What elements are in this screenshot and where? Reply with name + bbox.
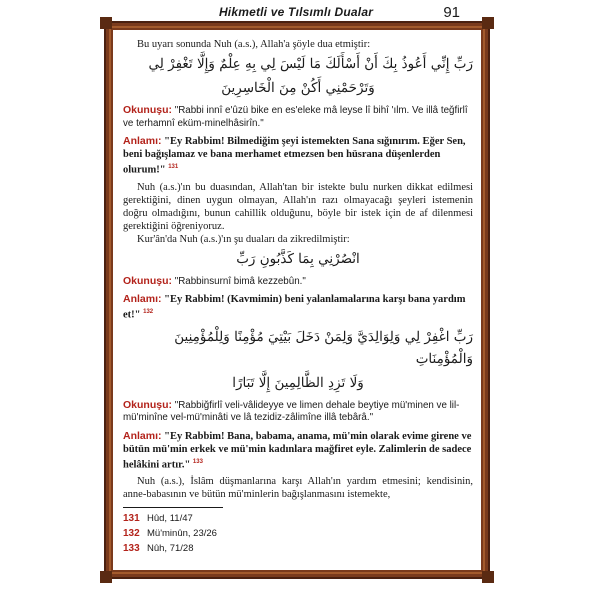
- anlami-label: Anlamı:: [123, 429, 162, 442]
- footnote-133: [123, 542, 473, 555]
- frame-corner: [100, 17, 112, 29]
- footnote-divider: [123, 507, 223, 508]
- running-header-title: Hikmetli ve Tılsımlı Dualar: [218, 5, 374, 19]
- okunusu-label: Okunuşu:: [123, 398, 172, 411]
- okunusu-label: Okunuşu:: [123, 274, 172, 287]
- arabic-prayer-1-line-1: رَبِّ إِنِّي أَعُوذُ بِكَ أَنْ أَسْأَلَكَ مَا لَيْسَ لِي بِهِ عِلْمٌ وَإِلَّا تَغْفِرْ لِي: [148, 56, 473, 72]
- meaning-2-text: "Ey Rabbim! (Kavmimin) beni yalanlamalarına karşı bana yardım et!": [123, 294, 466, 321]
- footnote-132: [123, 527, 473, 540]
- frame-corner: [100, 571, 112, 583]
- footnote-number: 133: [123, 543, 140, 554]
- paragraph-3: Nuh (a.s.), İslâm düşmanlarına karşı Allah'ın yardım etmesini; kendisinin, anne-babasının ve bütün mü'minlerin bağışlanmasını istemekte,: [123, 476, 473, 500]
- footnote-number: 132: [123, 528, 140, 539]
- page-number: 91: [443, 4, 460, 21]
- footnote-ref-131: 131: [168, 164, 179, 170]
- footnote-ref-133: 133: [192, 458, 203, 465]
- footnote-number: 131: [123, 513, 140, 524]
- footnote-text: Nûh, 71/28: [147, 543, 194, 554]
- anlami-label: Anlamı:: [123, 135, 162, 147]
- footnote-text: Mü'minûn, 23/26: [147, 528, 217, 539]
- frame-corner: [482, 17, 494, 29]
- arabic-prayer-2: انْصُرْنِي بِمَا كَذَّبُونِ رَبِّ: [236, 250, 360, 267]
- transliteration-1: [123, 104, 473, 130]
- footnote-text: Hûd, 11/47: [147, 513, 193, 524]
- meaning-3: [123, 430, 473, 472]
- page-body: [113, 30, 481, 570]
- paragraph-1: Nuh (a.s.)'ın bu duasından, Allah'tan bir istekte bulu nurken dikkat edilmesi gerektiğini, dinen uygun olmayan, Allah'ın razı olmayacağı şeyleri istemenin doğru olmadığını, bunun cahillik olduğunu, böyle bir istek için de af dilenmesi gerektiğini öğreniyoruz.: [123, 181, 473, 232]
- arabic-prayer-3-line-1: رَبِّ اغْفِرْ لِي وَلِوَالِدَيَّ وَلِمَنْ دَخَلَ بَيْتِيَ مُؤْمِنًا وَلِلْمُؤْمِنِينَ وَالْمُؤْمِنَاتِ: [174, 328, 473, 367]
- transliteration-3: [123, 399, 473, 425]
- meaning-3-text: "Ey Rabbim! Bana, babama, anama, mü'min olarak evime girene ve bütün mü'min erkek ve mü'min kadınlara mağfiret eyle. Zalimlerin de sadece helâkini artır.": [123, 430, 472, 470]
- paragraph-2: Kur'ân'da Nuh (a.s.)'ın şu duaları da zikredilmiştir:: [137, 233, 350, 245]
- transliteration-2: [123, 275, 473, 289]
- intro-paragraph: Bu uyarı sonunda Nuh (a.s.), Allah'a şöyle dua etmiştir:: [137, 39, 371, 50]
- transliteration-1-text: "Rabbi innî e'ûzü bike en es'eleke mâ leyse lî bihî 'ılm. Ve illâ teğfirlî ve terhamnî eküm-minelhâsirîn.": [123, 105, 468, 129]
- footnote-ref-132: 132: [143, 309, 154, 315]
- meaning-2: [123, 293, 473, 322]
- page-content: [123, 38, 473, 557]
- frame-corner: [482, 571, 494, 583]
- meaning-1-text: "Ey Rabbim! Bilmediğim şeyi istemekten Sana sığınırım. Eğer Sen, beni bağışlamaz ve bana merhamet etmezsen ben hüsrana düşenlerden olurum!": [123, 136, 466, 176]
- transliteration-2-text: "Rabbinsurnî bimâ kezzebûn.": [174, 275, 306, 287]
- arabic-prayer-3-line-2: وَلَا تَزِدِ الظَّالِمِينَ إِلَّا تَبَارًا: [232, 374, 364, 391]
- footnote-131: [123, 512, 473, 525]
- arabic-prayer-1-line-2: وَتَرْحَمْنِي أَكُنْ مِنَ الْخَاسِرِينَ: [221, 80, 375, 96]
- okunusu-label: Okunuşu:: [123, 104, 172, 116]
- transliteration-3-text: "Rabbiğfirlî veli-vâlideyye ve limen dehale beytiye mü'minen ve lil-mü'minîne vel-mü'minâti ve lâ tezidiz-zâlimîne illâ tebârâ.": [123, 399, 460, 423]
- anlami-label: Anlamı:: [123, 293, 162, 305]
- meaning-1: [123, 135, 473, 177]
